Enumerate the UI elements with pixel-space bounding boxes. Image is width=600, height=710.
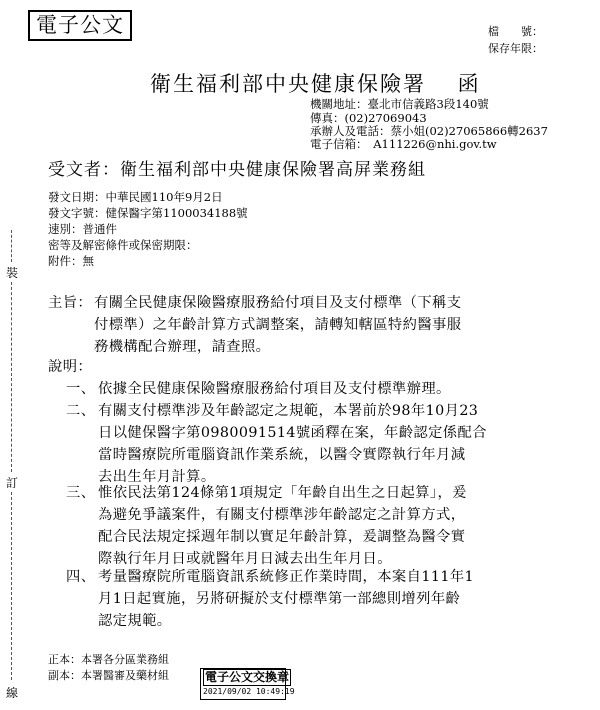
item-2-text bbox=[98, 400, 487, 488]
item-line: 有關支付標準涉及年齡認定之規範，本署前於98年10月23 bbox=[98, 403, 479, 419]
subject-line: 務機構配合辦理，請查照。 bbox=[94, 339, 271, 355]
item-line: 去出生年月計算。 bbox=[98, 469, 216, 485]
item-number: 一、 bbox=[66, 381, 96, 397]
margin-order-char: 訂 bbox=[6, 476, 19, 490]
seal-title: 電子公文交換章 bbox=[205, 670, 290, 684]
item-line: 認定規範。 bbox=[98, 613, 172, 629]
contact-address: 機關地址：臺北市信義路3段140號 bbox=[310, 97, 489, 111]
margin-binding-char: 裝 bbox=[6, 266, 19, 280]
cc-copy: 副本：本署醫審及藥材組 bbox=[48, 669, 169, 682]
document-title: 衛生福利部中央健康保險署 函 bbox=[150, 72, 481, 96]
binding-line bbox=[11, 492, 12, 680]
item-number: 三、 bbox=[66, 485, 96, 501]
binding-line bbox=[11, 282, 12, 472]
cc-main: 正本：本署各分區業務組 bbox=[48, 653, 169, 666]
item-line: 際執行年月日或就醫年月日減去出生年月日。 bbox=[98, 551, 392, 567]
item-4-text bbox=[98, 566, 474, 632]
contact-email: 電子信箱： A111226@nhi.gov.tw bbox=[310, 137, 497, 151]
item-number: 二、 bbox=[66, 403, 96, 419]
e-document-stamp: 電子公文 bbox=[28, 10, 132, 41]
item-line: 當時醫療院所電腦資訊作業系統，以醫令實際執行年月減 bbox=[98, 447, 466, 463]
margin-line-char: 線 bbox=[6, 686, 19, 700]
file-number-label: 檔 號： bbox=[488, 25, 543, 38]
urgency: 速別：普通件 bbox=[48, 222, 117, 236]
subject-line: 付標準）之年齡計算方式調整案，請轉知轄區特約醫事服 bbox=[94, 317, 462, 333]
item-line: 依據全民健康保險醫療服務給付項目及支付標準辦理。 bbox=[98, 381, 451, 397]
retention-label: 保存年限： bbox=[488, 42, 543, 55]
item-line: 惟依民法第124條第1項規定「年齡自出生之日起算」，爰 bbox=[98, 485, 467, 501]
subject-text bbox=[94, 292, 461, 358]
seal-datetime: 2021/09/02 10:49:19 bbox=[203, 687, 295, 696]
attachments: 附件：無 bbox=[48, 254, 94, 268]
item-line: 月1日起實施，另將研擬於支付標準第一部總則增列年齡 bbox=[98, 591, 461, 607]
item-line: 日以健保醫字第0980091514號函釋在案，年齡認定係配合 bbox=[98, 425, 487, 441]
binding-line bbox=[11, 230, 12, 262]
recipient: 受文者：衛生福利部中央健康保險署高屏業務組 bbox=[48, 160, 426, 180]
subject-line: 有關全民健康保險醫療服務給付項目及支付標準（下稱支 bbox=[94, 295, 462, 311]
subject-label: 主旨： bbox=[48, 295, 93, 311]
contact-fax: 傳真：(02)27069043 bbox=[310, 111, 427, 125]
item-line: 為避免爭議案件，有關支付標準涉年齡認定之計算方式， bbox=[98, 507, 466, 523]
document-number: 發文字號：健保醫字第1100034188號 bbox=[48, 206, 248, 220]
explanation-label: 說明： bbox=[48, 359, 93, 375]
item-3-text bbox=[98, 482, 467, 570]
item-line: 配合民法規定採週年制以實足年齡計算，爰調整為醫令實 bbox=[98, 529, 466, 545]
issue-date: 發文日期：中華民國110年9月2日 bbox=[48, 190, 223, 204]
exchange-seal bbox=[200, 668, 295, 700]
item-1-text bbox=[98, 378, 451, 400]
contact-handler: 承辦人及電話：蔡小姐(02)27065866轉2637 bbox=[310, 124, 548, 138]
item-line: 考量醫療院所電腦資訊系統修正作業時間，本案自111年1 bbox=[98, 569, 475, 585]
item-number: 四、 bbox=[66, 569, 96, 585]
confidentiality: 密等及解密條件或保密期限： bbox=[48, 238, 198, 252]
